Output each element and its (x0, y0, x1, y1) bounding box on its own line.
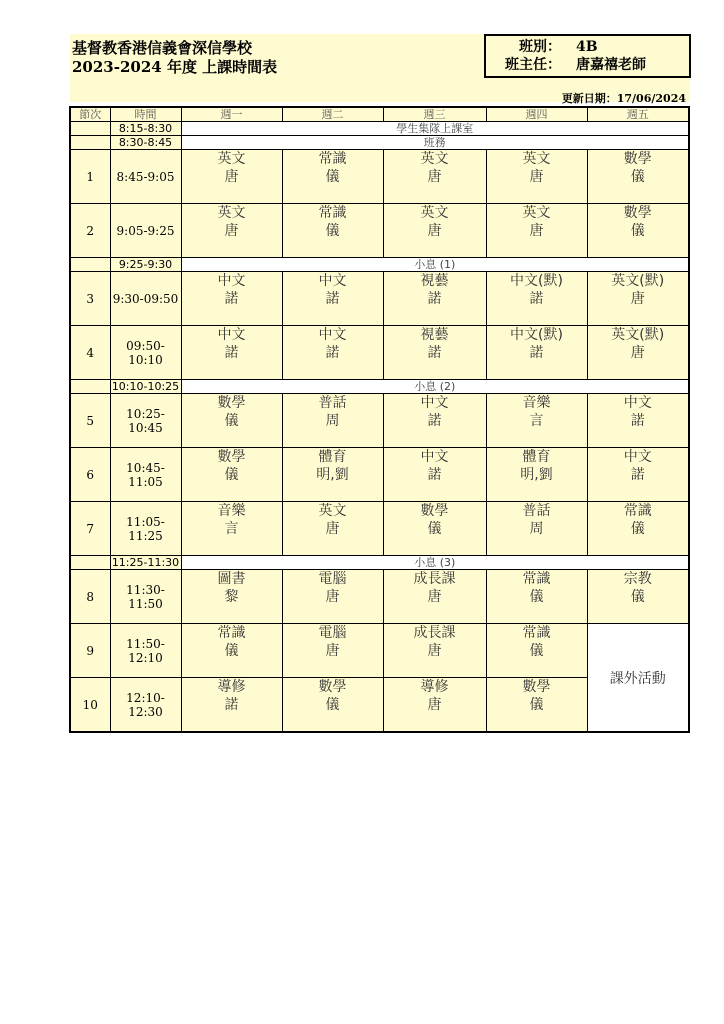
subject-name: 英文 (420, 151, 449, 167)
break-row (70, 136, 689, 150)
subject-name: 視藝 (420, 273, 449, 289)
subject-name: 英文 (522, 205, 551, 221)
subject-name: 英文(默) (611, 327, 665, 343)
time-cell: 9:30-09:50 (110, 272, 181, 326)
time-cell: 10:25-10:45 (110, 394, 181, 448)
subject-name: 英文(默) (611, 273, 665, 289)
teacher-name: 唐 (325, 589, 340, 605)
teacher-name: 唐 (427, 169, 442, 185)
teacher-name: 諾 (630, 413, 645, 429)
subject-name: 中文 (420, 395, 449, 411)
subject-name: 音樂 (217, 503, 246, 519)
subject-cell (181, 448, 282, 502)
subject-cell (383, 502, 486, 556)
period-cell: 8 (70, 570, 110, 624)
teacher-name: 唐 (224, 169, 239, 185)
subject-name: 中文(默) (510, 327, 563, 343)
column-header: 週五 (587, 107, 689, 122)
teacher-name: 儀 (224, 413, 239, 429)
subject-cell (486, 150, 587, 204)
teacher-name: 儀 (325, 169, 340, 185)
teacher-name: 黎 (224, 589, 239, 605)
period-cell: 5 (70, 394, 110, 448)
subject-name: 導修 (217, 679, 246, 695)
subject-cell (181, 570, 282, 624)
subject-name: 圖書 (217, 571, 246, 587)
subject-cell (587, 448, 689, 502)
teacher-name: 諾 (427, 345, 442, 361)
subject-name: 體育 (318, 449, 347, 465)
subject-cell (587, 204, 689, 258)
subject-name: 中文 (420, 449, 449, 465)
time-cell: 10:10-10:25 (111, 379, 180, 393)
teacher-name: 儀 (224, 643, 239, 659)
time-cell: 10:45-11:05 (110, 448, 181, 502)
subject-cell (282, 150, 383, 204)
subject-name: 電腦 (318, 625, 347, 641)
event-cell: 小息 (2) (181, 380, 689, 394)
teacher-name: 諾 (630, 467, 645, 483)
subject-cell (181, 624, 282, 678)
time-cell: 09:50-10:10 (110, 326, 181, 380)
subject-cell (181, 150, 282, 204)
teacher-name: 儀 (325, 223, 340, 239)
teacher-name: 唐 (325, 643, 340, 659)
subject-cell (587, 502, 689, 556)
subject-name: 成長課 (413, 571, 456, 587)
subject-name: 數學 (420, 503, 449, 519)
period-cell: 4 (70, 326, 110, 380)
subject-cell (486, 272, 587, 326)
subject-name: 數學 (522, 679, 551, 695)
subject-name: 中文 (217, 273, 246, 289)
subject-name: 普話 (318, 395, 347, 411)
subject-cell (383, 448, 486, 502)
teacher-name: 言 (224, 521, 239, 537)
subject-name: 體育 (522, 449, 551, 465)
subject-cell (282, 272, 383, 326)
subject-name: 常識 (522, 625, 551, 641)
subject-cell (486, 678, 587, 733)
teacher-name: 唐 (427, 589, 442, 605)
subject-cell (587, 570, 689, 624)
teacher-name: 儀 (325, 697, 340, 713)
subject-cell (383, 326, 486, 380)
subject-cell (486, 570, 587, 624)
subject-name: 常識 (217, 625, 246, 641)
subject-name: 常識 (522, 571, 551, 587)
teacher-name: 唐 (224, 223, 239, 239)
event-cell: 小息 (3) (181, 556, 689, 570)
teacher-name: 諾 (325, 291, 340, 307)
teacher-name: 諾 (325, 345, 340, 361)
column-header: 節次 (70, 107, 110, 122)
subject-name: 音樂 (522, 395, 551, 411)
column-header: 時間 (110, 107, 181, 122)
subject-name: 導修 (420, 679, 449, 695)
teacher-name: 諾 (529, 345, 544, 361)
subject-cell (383, 624, 486, 678)
subject-name: 宗教 (623, 571, 652, 587)
teacher-name: 明,劉 (520, 467, 553, 483)
teacher-name: 諾 (224, 345, 239, 361)
subject-cell (181, 326, 282, 380)
subject-name: 數學 (623, 151, 652, 167)
break-row (70, 122, 689, 136)
period-cell: 2 (70, 204, 110, 258)
subject-name: 普話 (522, 503, 551, 519)
subject-name: 英文 (318, 503, 347, 519)
subject-name: 常識 (318, 205, 347, 221)
subject-name: 英文 (217, 205, 246, 221)
extracurricular-cell: 課外活動 (587, 624, 689, 733)
column-header: 週二 (282, 107, 383, 122)
subject-name: 中文 (318, 327, 347, 343)
time-cell: 11:25-11:30 (111, 555, 180, 569)
time-cell: 9:25-9:30 (110, 258, 181, 272)
lesson-row (70, 448, 689, 502)
time-cell: 8:15-8:30 (110, 122, 181, 136)
period-cell: 6 (70, 448, 110, 502)
subject-name: 英文 (420, 205, 449, 221)
subject-name: 數學 (217, 449, 246, 465)
subject-cell (181, 394, 282, 448)
teacher-name: 唐 (529, 169, 544, 185)
break-row (70, 258, 689, 272)
subject-cell (587, 150, 689, 204)
subject-name: 視藝 (420, 327, 449, 343)
subject-cell (181, 204, 282, 258)
time-cell: 11:30-11:50 (110, 570, 181, 624)
subject-name: 成長課 (413, 625, 456, 641)
subject-cell (587, 326, 689, 380)
subject-name: 中文(默) (510, 273, 563, 289)
period-cell (70, 136, 110, 150)
lesson-row (70, 502, 689, 556)
teacher-name: 唐 (427, 643, 442, 659)
teacher-name: 儀 (224, 467, 239, 483)
period-cell (70, 380, 110, 394)
teacher-name: 儀 (427, 521, 442, 537)
teacher-label: 班主任： (505, 57, 561, 73)
subject-cell (181, 272, 282, 326)
year-title: 2023-2024 年度 上課時間表 (72, 58, 278, 76)
time-cell: 11:50-12:10 (110, 624, 181, 678)
subject-name: 英文 (522, 151, 551, 167)
class-value: 4B (576, 39, 598, 55)
teacher-name: 唐 (427, 697, 442, 713)
teacher-name: 儀 (529, 589, 544, 605)
time-cell: 9:05-9:25 (110, 204, 181, 258)
column-header: 週三 (383, 107, 486, 122)
lesson-row (70, 204, 689, 258)
event-cell: 學生集隊上課室 (181, 122, 689, 136)
teacher-name: 諾 (224, 291, 239, 307)
event-cell: 班務 (181, 136, 689, 150)
subject-cell (282, 326, 383, 380)
subject-name: 英文 (217, 151, 246, 167)
period-cell: 7 (70, 502, 110, 556)
break-row (70, 380, 689, 394)
teacher-name: 諾 (224, 697, 239, 713)
subject-cell (486, 326, 587, 380)
period-cell: 9 (70, 624, 110, 678)
subject-cell (587, 272, 689, 326)
teacher-name: 諾 (427, 413, 442, 429)
teacher-name: 諾 (427, 467, 442, 483)
subject-cell (282, 204, 383, 258)
subject-cell (282, 678, 383, 733)
subject-cell (383, 394, 486, 448)
teacher-name: 唐 (325, 521, 340, 537)
time-cell: 8:30-8:45 (110, 136, 181, 150)
timetable (69, 106, 690, 733)
header-row (70, 107, 689, 122)
period-cell: 3 (70, 272, 110, 326)
period-cell (70, 258, 110, 272)
subject-cell (383, 204, 486, 258)
subject-cell (383, 678, 486, 733)
class-label: 班別： (519, 39, 561, 55)
subject-cell (587, 394, 689, 448)
period-cell: 10 (70, 678, 110, 733)
teacher-name: 諾 (427, 291, 442, 307)
lesson-row (70, 570, 689, 624)
subject-name: 數學 (318, 679, 347, 695)
teacher-name: 明,劉 (316, 467, 349, 483)
teacher-name: 儀 (630, 169, 645, 185)
lesson-row (70, 150, 689, 204)
subject-cell (181, 678, 282, 733)
subject-cell (282, 502, 383, 556)
period-cell (70, 556, 110, 570)
lesson-row (70, 624, 689, 678)
teacher-name: 儀 (630, 589, 645, 605)
update-date: 更新日期：17/06/2024 (561, 92, 686, 105)
subject-cell (282, 570, 383, 624)
subject-cell (486, 502, 587, 556)
teacher-name: 唐 (630, 345, 645, 361)
subject-cell (181, 502, 282, 556)
subject-cell (282, 394, 383, 448)
subject-name: 中文 (318, 273, 347, 289)
teacher-name: 儀 (529, 643, 544, 659)
break-row (70, 556, 689, 570)
teacher-name: 儀 (630, 521, 645, 537)
subject-cell (383, 272, 486, 326)
subject-name: 中文 (623, 449, 652, 465)
teacher-name: 言 (529, 413, 544, 429)
time-cell: 12:10-12:30 (110, 678, 181, 733)
lesson-row (70, 394, 689, 448)
subject-name: 電腦 (318, 571, 347, 587)
period-cell (70, 122, 110, 136)
school-name: 基督教香港信義會深信學校 (72, 39, 253, 57)
subject-cell (282, 624, 383, 678)
teacher-name: 儀 (529, 697, 544, 713)
subject-name: 常識 (318, 151, 347, 167)
subject-cell (486, 204, 587, 258)
teacher-name: 周 (529, 521, 544, 537)
teacher-name: 儀 (630, 223, 645, 239)
lesson-row (70, 326, 689, 380)
period-cell: 1 (70, 150, 110, 204)
subject-name: 中文 (217, 327, 246, 343)
subject-name: 數學 (623, 205, 652, 221)
subject-cell (486, 624, 587, 678)
subject-name: 中文 (623, 395, 652, 411)
subject-name: 常識 (623, 503, 652, 519)
subject-cell (486, 394, 587, 448)
column-header: 週四 (486, 107, 587, 122)
lesson-row (70, 272, 689, 326)
teacher-name: 諾 (529, 291, 544, 307)
event-cell: 小息 (1) (181, 258, 689, 272)
time-cell: 8:45-9:05 (110, 150, 181, 204)
teacher-name: 唐 (427, 223, 442, 239)
teacher-name: 唐 (529, 223, 544, 239)
teacher-name: 周 (325, 413, 340, 429)
subject-cell (383, 570, 486, 624)
class-info-box (484, 34, 691, 78)
teacher-value: 唐嘉禧老師 (576, 57, 646, 73)
subject-cell (486, 448, 587, 502)
time-cell: 11:05-11:25 (110, 502, 181, 556)
subject-cell (282, 448, 383, 502)
column-header: 週一 (181, 107, 282, 122)
subject-cell (383, 150, 486, 204)
subject-name: 數學 (217, 395, 246, 411)
teacher-name: 唐 (630, 291, 645, 307)
